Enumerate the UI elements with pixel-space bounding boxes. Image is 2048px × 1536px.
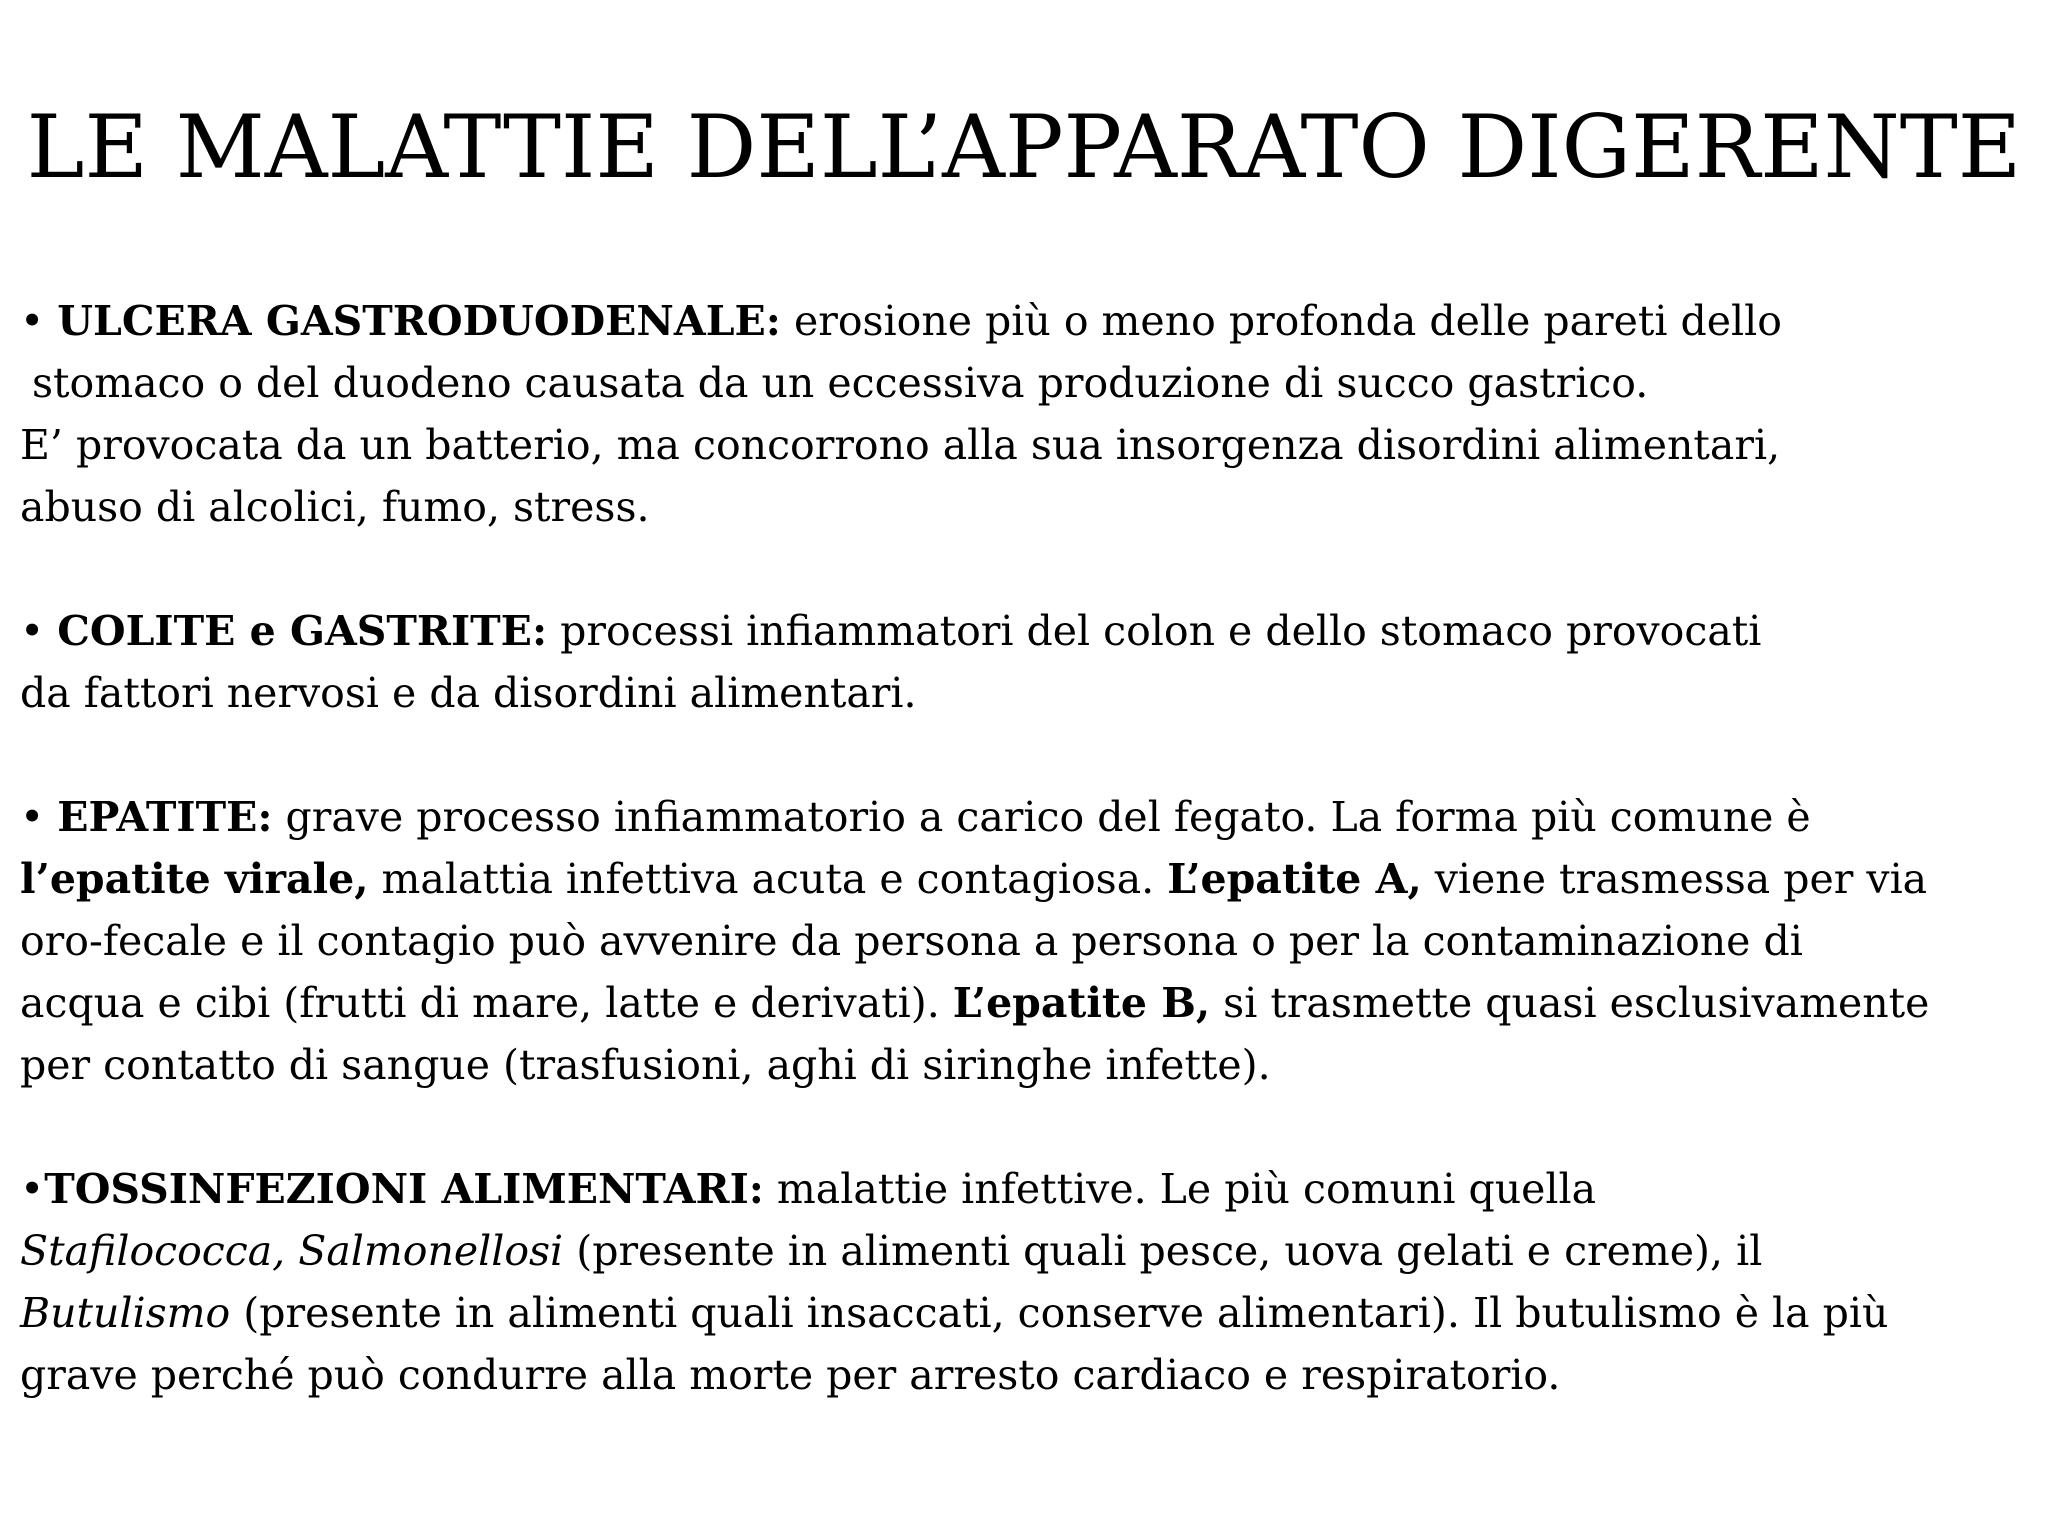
section-tossinfezioni [20,1158,2040,1406]
colite-line-2: da fattori nervosi e da disordini alimentari. [20,669,917,717]
spacer [20,1096,2040,1158]
epatite-text-4a: acqua e cibi (frutti di mare, latte e derivati). [20,979,953,1027]
epatite-a-term: L’epatite A, [1167,855,1422,903]
epatite-line-3: oro-fecale e il contagio può avvenire da persona a persona o per la contaminazione di [20,917,1803,965]
ulcera-text-1: erosione più o meno profonda delle pareti dello [780,297,1782,345]
tossinfezioni-line-1 [20,1158,2040,1220]
tossinfezioni-line-4: grave perché può condurre alla morte per arresto cardiaco e respiratorio. [20,1351,1561,1399]
bullet: • [20,607,45,655]
epatite-text-4b: si trasmette quasi esclusivamente [1210,979,1930,1027]
slide-body [20,290,2040,1406]
stafilococca-term: Stafilococca, Salmonellosi [20,1227,564,1275]
bullet: • [20,297,45,345]
ulcera-line-2: stomaco o del duodeno causata da un eccessiva produzione di succo gastrico. [32,359,1649,407]
epatite-line-4 [20,972,2040,1034]
epatite-text-2a: malattia infettiva acuta e contagiosa. [368,855,1168,903]
spacer [20,538,2040,600]
slide-title: LE MALATTIE DELL’APPARATO DIGERENTE [26,96,2022,198]
colite-line-1 [20,600,2040,662]
epatite-b-term: L’epatite B, [952,979,1211,1027]
tossinfezioni-text-2: (presente in alimenti quali pesce, uova gelati e creme), il [563,1227,1763,1275]
epatite-text-1: grave processo infiammatorio a carico del fegato. La forma più comune è [272,793,1811,841]
section-ulcera [20,290,2040,538]
tossinfezioni-line-3 [20,1282,2040,1344]
epatite-line-2 [20,848,2040,910]
tossinfezioni-term: TOSSINFEZIONI ALIMENTARI: [44,1165,764,1213]
colite-term: COLITE e GASTRITE: [57,607,548,655]
tossinfezioni-line-2 [20,1220,2040,1282]
colite-text-1: processi infiammatori del colon e dello stomaco provocati [547,607,1762,655]
ulcera-line-3: E’ provocata da un batterio, ma concorrono alla sua insorgenza disordini alimentari, [20,421,1781,469]
butulismo-term: Butulismo [20,1289,231,1337]
epatite-text-2b: viene trasmessa per via [1421,855,1928,903]
bullet: • [20,1165,45,1213]
tossinfezioni-text-1: malattie infettive. Le più comuni quella [763,1165,1597,1213]
ulcera-term: ULCERA GASTRODUODENALE: [57,297,781,345]
epatite-virale-term: l’epatite virale, [20,855,369,903]
bullet: • [20,793,45,841]
spacer [20,724,2040,786]
ulcera-line-1 [20,290,2040,352]
section-colite [20,600,2040,724]
ulcera-line-4: abuso di alcolici, fumo, stress. [20,483,650,531]
epatite-line-1 [20,786,2040,848]
epatite-line-5: per contatto di sangue (trasfusioni, aghi di siringhe infette). [20,1041,1271,1089]
section-epatite [20,786,2040,1096]
epatite-term: EPATITE: [57,793,273,841]
tossinfezioni-text-3: (presente in alimenti quali insaccati, conserve alimentari). Il butulismo è la più [230,1289,1889,1337]
